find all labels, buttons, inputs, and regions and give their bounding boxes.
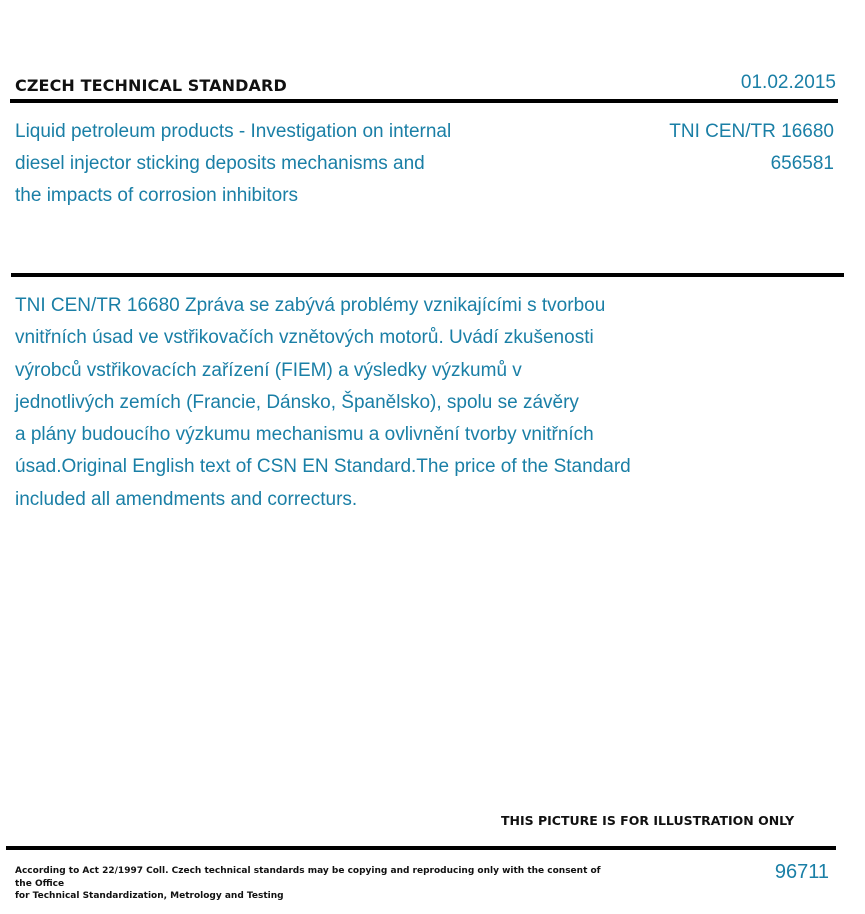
illustration-disclaimer: THIS PICTURE IS FOR ILLUSTRATION ONLY: [501, 813, 795, 828]
legal-line: According to Act 22/1997 Coll. Czech technical standards may be copying and reproducing only with the consent of the Office: [15, 866, 601, 889]
title-line: diesel injector sticking deposits mechanisms and: [15, 153, 425, 174]
description-line: TNI CEN/TR 16680 Zpráva se zabývá problémy vznikajícími s tvorbou: [15, 295, 606, 316]
description-line: included all amendments and correcturs.: [15, 488, 358, 510]
title-line: the impacts of corrosion inhibitors: [15, 185, 299, 206]
description-line: výrobců vstřikovacích zařízení (FIEM) a výsledky výzkumů v: [15, 359, 522, 381]
footer-number: 96711: [774, 861, 829, 883]
standard-title: [15, 116, 535, 212]
legal-line: for Technical Standardization, Metrology and Testing: [15, 891, 284, 901]
standard-codes: [669, 116, 834, 180]
footer-divider: [6, 846, 836, 850]
header-divider: [10, 99, 838, 103]
catalog-number: 656581: [770, 153, 834, 174]
section-divider: [11, 273, 844, 277]
description-line: a plány budoucího výzkumu mechanismu a ovlivnění tvorby vnitřních: [15, 424, 594, 446]
title-line: Liquid petroleum products - Investigation on internal: [15, 121, 452, 142]
standard-type-label: CZECH TECHNICAL STANDARD: [15, 76, 287, 95]
legal-notice: [15, 865, 615, 903]
standard-description: [15, 290, 745, 516]
description-line: vnitřních úsad ve vstřikovačích vznětových motorů. Uvádí zkušenosti: [15, 327, 594, 349]
publication-date: 01.02.2015: [740, 72, 836, 93]
description-line: jednotlivých zemích (Francie, Dánsko, Španělsko), spolu se závěry: [15, 391, 579, 413]
standard-designation: TNI CEN/TR 16680: [669, 121, 834, 142]
description-line: úsad.Original English text of CSN EN Standard.The price of the Standard: [15, 456, 631, 478]
